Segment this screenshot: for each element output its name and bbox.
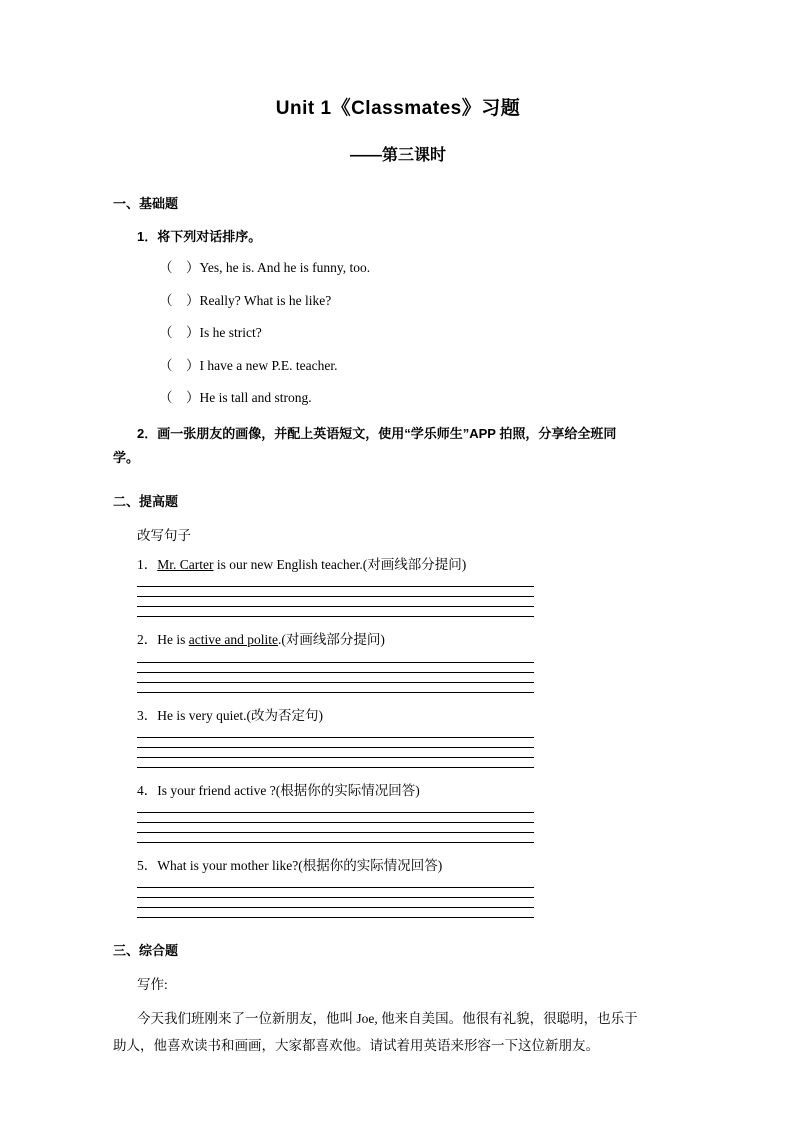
writing-prompt — [113, 1005, 683, 1059]
rewrite-item-1-underlined: Mr. Carter — [157, 557, 214, 573]
rewrite-item-3-pre: He is very quiet.(改为否定句) — [157, 707, 323, 723]
document-content — [113, 96, 683, 1059]
answer-line[interactable] — [137, 908, 534, 918]
answer-lines-1[interactable] — [137, 579, 534, 617]
writing-label: 写作: — [137, 977, 168, 993]
rewrite-item-2 — [137, 631, 683, 649]
dialogue-choice-4: （ ）I have a new P.E. teacher. — [159, 357, 338, 373]
answer-line[interactable] — [137, 805, 534, 813]
answer-line[interactable] — [137, 587, 534, 597]
rewrite-item-3 — [137, 707, 683, 725]
dialogue-choice-5: （ ）He is tall and strong. — [159, 390, 312, 406]
rewrite-item-1-rest: is our new English teacher.(对画线部分提问) — [213, 557, 467, 573]
subheading-rewrite: 改写句子 — [137, 528, 191, 544]
answer-line[interactable] — [137, 655, 534, 663]
page-subtitle: ——第三课时 — [349, 146, 446, 164]
dialogue-choice-1: （ ）Yes, he is. And he is funny, too. — [159, 259, 371, 275]
answer-line[interactable] — [137, 888, 534, 898]
dialogue-choice-3: （ ）Is he strict? — [159, 325, 262, 341]
answer-line[interactable] — [137, 579, 534, 587]
answer-lines-5[interactable] — [137, 880, 534, 918]
rewrite-item-5 — [137, 857, 683, 875]
answer-line[interactable] — [137, 898, 534, 908]
answer-line[interactable] — [137, 673, 534, 683]
answer-lines-3[interactable] — [137, 730, 534, 768]
answer-line[interactable] — [137, 748, 534, 758]
rewrite-item-2-underlined: active and polite — [188, 632, 278, 648]
rewrite-item-4-pre: Is your friend active ?(根据你的实际情况回答) — [157, 782, 420, 798]
rewrite-item-2-pre: He is — [157, 632, 189, 648]
question-1-label: 1．将下列对话排序。 — [137, 228, 262, 244]
answer-line[interactable] — [137, 663, 534, 673]
answer-line[interactable] — [137, 813, 534, 823]
answer-line[interactable] — [137, 758, 534, 768]
rewrite-item-2-rest: .(对画线部分提问) — [277, 632, 385, 648]
section-heading-basic: 一、基础题 — [113, 195, 179, 211]
answer-line[interactable] — [137, 823, 534, 833]
rewrite-item-4-number: 4． — [137, 782, 158, 798]
rewrite-item-1-number: 1． — [137, 557, 158, 573]
section-heading-comprehensive: 三、综合题 — [113, 943, 179, 959]
answer-line[interactable] — [137, 833, 534, 843]
answer-line[interactable] — [137, 597, 534, 607]
question-2-label-line2: 学。 — [113, 450, 140, 466]
rewrite-item-3-number: 3． — [137, 707, 158, 723]
answer-lines-2[interactable] — [137, 655, 534, 693]
answer-line[interactable] — [137, 730, 534, 738]
rewrite-item-5-pre: What is your mother like?(根据你的实际情况回答) — [157, 857, 443, 873]
answer-line[interactable] — [137, 683, 534, 693]
rewrite-item-5-number: 5． — [137, 857, 158, 873]
dialogue-choice-2: （ ）Really? What is he like? — [159, 292, 332, 308]
answer-lines-4[interactable] — [137, 805, 534, 843]
answer-line[interactable] — [137, 607, 534, 617]
writing-prompt-line1: 今天我们班刚来了一位新朋友，他叫 Joe, 他来自美国。他很有礼貌，很聪明，也乐于 — [137, 1011, 638, 1027]
question-2-block — [113, 422, 683, 471]
page-title: Unit 1《Classmates》习题 — [275, 98, 521, 119]
answer-line[interactable] — [137, 880, 534, 888]
section-heading-advanced: 二、提高题 — [113, 494, 179, 510]
rewrite-item-2-number: 2． — [137, 632, 158, 648]
question-2-label: 2．画一张朋友的画像，并配上英语短文，使用“学乐师生”APP 拍照，分享给全班同 — [137, 425, 617, 441]
writing-prompt-line2: 助人，他喜欢读书和画画，大家都喜欢他。请试着用英语来形容一下这位新朋友。 — [113, 1038, 599, 1054]
answer-line[interactable] — [137, 738, 534, 748]
rewrite-item-4 — [137, 782, 683, 800]
rewrite-item-1 — [137, 556, 683, 574]
